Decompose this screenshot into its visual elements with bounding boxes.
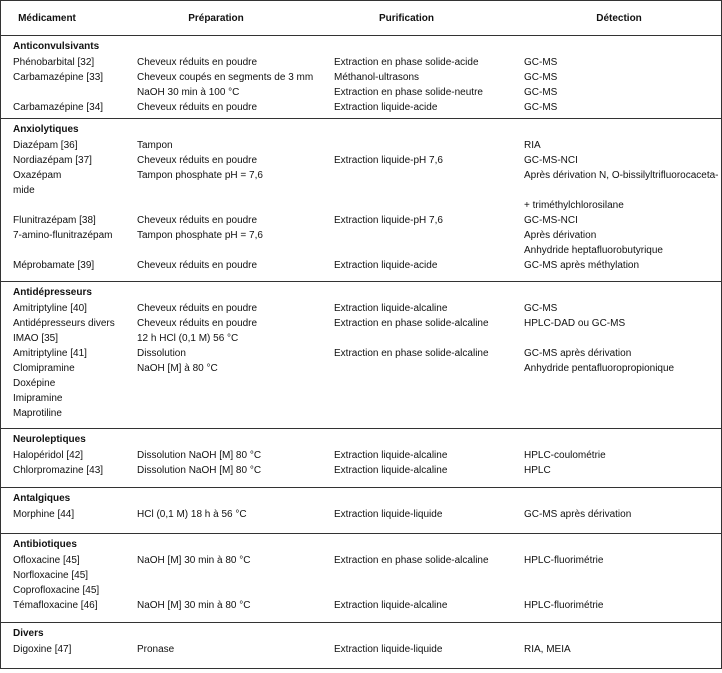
cell-medicament: Maprotiline bbox=[13, 408, 62, 419]
cell-preparation: NaOH [M] 30 min à 80 °C bbox=[137, 600, 251, 611]
cell-purification: Extraction en phase solide-alcaline bbox=[334, 555, 489, 566]
header-detection: Détection bbox=[596, 13, 642, 24]
cell-medicament: Ofloxacine [45] bbox=[13, 555, 80, 566]
cell-preparation: Cheveux réduits en poudre bbox=[137, 303, 258, 314]
cell-detection: GC-MS-NCI bbox=[524, 155, 578, 166]
cell-detection: RIA bbox=[524, 140, 541, 151]
table-row bbox=[1, 244, 721, 258]
table-row bbox=[1, 332, 721, 346]
cell-detection: Après dérivation N, O-bissilyltrifluorocaceta- bbox=[524, 170, 719, 181]
cell-preparation: Dissolution bbox=[137, 348, 186, 359]
cell-preparation: Cheveux réduits en poudre bbox=[137, 318, 258, 329]
header-purification: Purification bbox=[378, 13, 434, 24]
table-row bbox=[1, 214, 721, 228]
cell-purification: Extraction liquide-alcaline bbox=[334, 450, 448, 461]
cell-purification: Extraction liquide-pH 7,6 bbox=[334, 215, 443, 226]
section-title: Antibiotiques bbox=[13, 539, 77, 550]
cell-medicament: Carbamazépine [34] bbox=[13, 102, 104, 113]
section-title: Antidépresseurs bbox=[13, 287, 92, 298]
table-body bbox=[1, 36, 721, 673]
cell-purification: Extraction liquide-alcaline bbox=[334, 303, 448, 314]
table-row bbox=[1, 464, 721, 478]
cell-detection: GC-MS bbox=[524, 87, 558, 98]
cell-preparation: Tampon bbox=[137, 140, 173, 151]
section-title: Neuroleptiques bbox=[13, 434, 86, 445]
cell-medicament: Amitriptyline [40] bbox=[13, 303, 87, 314]
cell-purification: Extraction liquide-liquide bbox=[334, 509, 443, 520]
table-row bbox=[1, 362, 721, 376]
table-row bbox=[1, 101, 721, 115]
section-title: Anxiolytiques bbox=[13, 124, 79, 135]
cell-medicament: Antidépresseurs divers bbox=[13, 318, 115, 329]
cell-medicament: Doxépine bbox=[13, 378, 56, 389]
cell-medicament: Morphine [44] bbox=[13, 509, 75, 520]
cell-medicament: Halopéridol [42] bbox=[13, 450, 84, 461]
table-row bbox=[1, 317, 721, 331]
cell-preparation: Cheveux coupés en segments de 3 mm bbox=[137, 72, 314, 83]
cell-medicament: Témafloxacine [46] bbox=[13, 600, 98, 611]
cell-medicament: mide bbox=[13, 185, 35, 196]
cell-medicament: Carbamazépine [33] bbox=[13, 72, 104, 83]
section-antalgiques bbox=[1, 488, 721, 534]
cell-medicament: Phénobarbital [32] bbox=[13, 57, 95, 68]
cell-preparation: NaOH [M] à 80 °C bbox=[137, 363, 218, 374]
table-row bbox=[1, 508, 721, 522]
cell-detection: Après dérivation bbox=[524, 230, 597, 241]
cell-purification: Extraction liquide-acide bbox=[334, 102, 438, 113]
cell-medicament: Coprofloxacine [45] bbox=[13, 585, 100, 596]
table-row bbox=[1, 86, 721, 100]
section-divers bbox=[1, 623, 721, 673]
table-row bbox=[1, 229, 721, 243]
cell-medicament: Nordiazépam [37] bbox=[13, 155, 92, 166]
table-row bbox=[1, 554, 721, 568]
cell-medicament: Flunitrazépam [38] bbox=[13, 215, 96, 226]
cell-preparation: HCl (0,1 M) 18 h à 56 °C bbox=[137, 509, 247, 520]
cell-purification: Extraction en phase solide-alcaline bbox=[334, 348, 489, 359]
cell-purification: Méthanol-ultrasons bbox=[334, 72, 420, 83]
table-row bbox=[1, 449, 721, 463]
cell-detection: GC-MS bbox=[524, 102, 558, 113]
cell-preparation: Cheveux réduits en poudre bbox=[137, 57, 258, 68]
table-row bbox=[1, 154, 721, 168]
table-row bbox=[1, 643, 721, 657]
table-row bbox=[1, 599, 721, 613]
cell-detection: Anhydride heptafluorobutyrique bbox=[524, 245, 663, 256]
cell-medicament: Diazépam [36] bbox=[13, 140, 78, 151]
cell-detection: GC-MS bbox=[524, 303, 558, 314]
table-row bbox=[1, 569, 721, 583]
cell-detection: HPLC-fluorimétrie bbox=[524, 600, 604, 611]
cell-medicament: Imipramine bbox=[13, 393, 63, 404]
cell-detection: GC-MS après méthylation bbox=[524, 260, 640, 271]
cell-detection: GC-MS après dérivation bbox=[524, 509, 632, 520]
cell-detection: HPLC-DAD ou GC-MS bbox=[524, 318, 626, 329]
table-row bbox=[1, 169, 721, 183]
cell-purification: Extraction en phase solide-acide bbox=[334, 57, 479, 68]
cell-medicament: IMAO [35] bbox=[13, 333, 59, 344]
cell-detection: HPLC bbox=[524, 465, 551, 476]
cell-preparation: Dissolution NaOH [M] 80 °C bbox=[137, 465, 262, 476]
cell-medicament: Norfloxacine [45] bbox=[13, 570, 89, 581]
cell-medicament: Oxazépam bbox=[13, 170, 62, 181]
cell-detection: HPLC-fluorimétrie bbox=[524, 555, 604, 566]
table-row bbox=[1, 71, 721, 85]
table-header bbox=[1, 1, 721, 36]
cell-detection: GC-MS bbox=[524, 72, 558, 83]
section-title: Anticonvulsivants bbox=[13, 41, 100, 52]
cell-preparation: Cheveux réduits en poudre bbox=[137, 102, 258, 113]
table-row bbox=[1, 302, 721, 316]
cell-detection: GC-MS-NCI bbox=[524, 215, 578, 226]
table-row bbox=[1, 347, 721, 361]
cell-detection: Anhydride pentafluoropropionique bbox=[524, 363, 675, 374]
cell-purification: Extraction liquide-liquide bbox=[334, 644, 443, 655]
table-row bbox=[1, 407, 721, 421]
cell-purification: Extraction liquide-alcaline bbox=[334, 465, 448, 476]
cell-preparation: Tampon phosphate pH = 7,6 bbox=[137, 230, 263, 241]
section-title: Divers bbox=[13, 628, 44, 639]
section-antibiotiques bbox=[1, 534, 721, 623]
cell-purification: Extraction liquide-pH 7,6 bbox=[334, 155, 443, 166]
section-anxiolytiques bbox=[1, 119, 721, 282]
cell-medicament: Amitriptyline [41] bbox=[13, 348, 87, 359]
table-row bbox=[1, 56, 721, 70]
cell-purification: Extraction en phase solide-alcaline bbox=[334, 318, 489, 329]
cell-purification: Extraction liquide-alcaline bbox=[334, 600, 448, 611]
table-row bbox=[1, 184, 721, 198]
section-anticonvulsivants bbox=[1, 36, 721, 119]
cell-preparation: Dissolution NaOH [M] 80 °C bbox=[137, 450, 262, 461]
cell-detection: GC-MS après dérivation bbox=[524, 348, 632, 359]
cell-preparation: Cheveux réduits en poudre bbox=[137, 260, 258, 271]
cell-medicament: Chlorpromazine [43] bbox=[13, 465, 104, 476]
cell-preparation: Cheveux réduits en poudre bbox=[137, 215, 258, 226]
cell-preparation: NaOH 30 min à 100 °C bbox=[137, 87, 240, 98]
cell-preparation: Cheveux réduits en poudre bbox=[137, 155, 258, 166]
cell-preparation: Tampon phosphate pH = 7,6 bbox=[137, 170, 263, 181]
table-row bbox=[1, 377, 721, 391]
cell-purification: Extraction liquide-acide bbox=[334, 260, 438, 271]
cell-detection: HPLC-coulométrie bbox=[524, 450, 606, 461]
cell-medicament: Clomipramine bbox=[13, 363, 75, 374]
section-neuroleptiques bbox=[1, 429, 721, 488]
cell-medicament: Digoxine [47] bbox=[13, 644, 72, 655]
cell-detection: GC-MS bbox=[524, 57, 558, 68]
cell-detection: RIA, MEIA bbox=[524, 644, 571, 655]
cell-preparation: Pronase bbox=[137, 644, 175, 655]
cell-preparation: 12 h HCl (0,1 M) 56 °C bbox=[137, 333, 239, 344]
header-medicament: Médicament bbox=[18, 13, 76, 24]
cell-medicament: 7-amino-flunitrazépam bbox=[13, 230, 113, 241]
table-row bbox=[1, 199, 721, 213]
cell-purification: Extraction en phase solide-neutre bbox=[334, 87, 483, 98]
section-antidépresseurs bbox=[1, 282, 721, 429]
cell-medicament: Méprobamate [39] bbox=[13, 260, 95, 271]
cell-preparation: NaOH [M] 30 min à 80 °C bbox=[137, 555, 251, 566]
table-row bbox=[1, 259, 721, 273]
section-title: Antalgiques bbox=[13, 493, 71, 504]
header-preparation: Préparation bbox=[188, 13, 244, 24]
cell-detection: + triméthylchlorosilane bbox=[524, 200, 624, 211]
table-row bbox=[1, 392, 721, 406]
table-row bbox=[1, 139, 721, 153]
table-row bbox=[1, 584, 721, 598]
